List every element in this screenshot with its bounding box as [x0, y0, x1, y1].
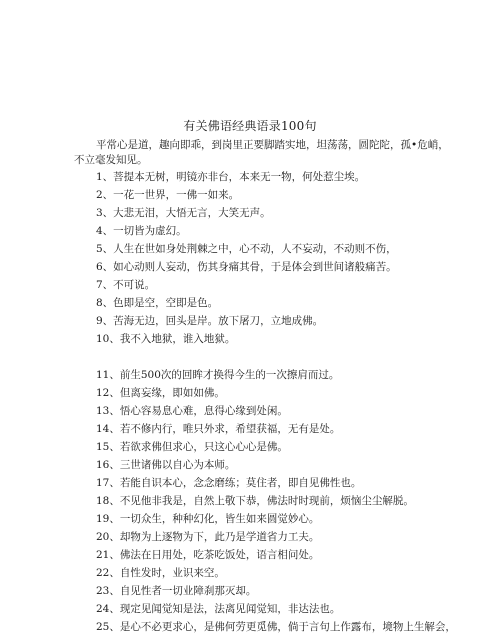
list-spacer: [96, 348, 496, 366]
list-item: 21、佛法在日用处，吃茶吃饭处，语言相问处。: [96, 549, 320, 561]
list-item: 1、菩提本无树，明镜亦非台，本来无一物，何处惹尘埃。: [96, 171, 366, 183]
list-item: 24、现定见闻觉知是法，法离见闻觉知，非达法也。: [96, 603, 341, 615]
list-item: 25、是心不必更求心，是佛何劳更觅佛，倘于言句上作露布，境物上生解会，: [96, 621, 456, 633]
list-item: 18、不见他非我是，自然上敬下恭，佛法时时现前，烦恼尘尘解脱。: [96, 495, 414, 507]
intro-paragraph: [74, 138, 494, 168]
document-title: 有关佛语经典语录100句: [183, 119, 317, 133]
list-item: 5、人生在世如身处荆棘之中，心不动，人不妄动，不动则不伤，: [96, 243, 397, 255]
list-item: 9、苦海无边，回头是岸。放下屠刀，立地成佛。: [96, 315, 324, 327]
list-item: 13、悟心容易息心难，息得心缘到处闲。: [96, 405, 288, 417]
list-item: 23、自见性者一切业障刹那灭却。: [96, 585, 257, 597]
list-item: 3、大悲无泪，大悟无言，大笑无声。: [96, 207, 271, 219]
list-item: 19、一切众生，种种幻化，皆生如来圆觉妙心。: [96, 513, 320, 525]
list-item: 4、一切皆为虚幻。: [96, 225, 187, 237]
list-item: 2、一花一世界，一佛一如来。: [96, 189, 240, 201]
intro-line-2: 不立毫发知见。: [74, 154, 148, 166]
list-item: 12、但离妄缘，即如如佛。: [96, 387, 225, 399]
list-item: 20、却物为上逐物为下，此乃是学道省力工夫。: [96, 531, 320, 543]
intro-line-1: 平常心是道，趣向即乖，到岗里正要脚踏实地，坦荡荡，圆陀陀，孤•危峭，: [96, 139, 449, 151]
list-item: 8、色即是空，空即是色。: [96, 297, 219, 309]
list-item: 6、如心动则人妄动，伤其身痛其骨，于是体会到世间诸般痛苦。: [96, 261, 397, 273]
list-item: 7、不可说。: [96, 279, 156, 291]
list-item: 16、三世诸佛以自心为本师。: [96, 459, 236, 471]
list-item: 10、我不入地狱，谁入地狱。: [96, 333, 236, 345]
list-item: 22、自性发时，业识来空。: [96, 567, 225, 579]
list-item: 17、若能自识本心，念念磨练；莫住者，即自见佛性也。: [96, 477, 362, 489]
list-item: 11、前生500次的回眸才换得今生的一次擦肩而过。: [96, 369, 340, 381]
list-item: 14、若不修内行，唯只外求，希望获福，无有是处。: [96, 423, 341, 435]
quote-list: [96, 168, 496, 636]
list-item: 15、若欲求佛但求心，只这心心心是佛。: [96, 441, 288, 453]
